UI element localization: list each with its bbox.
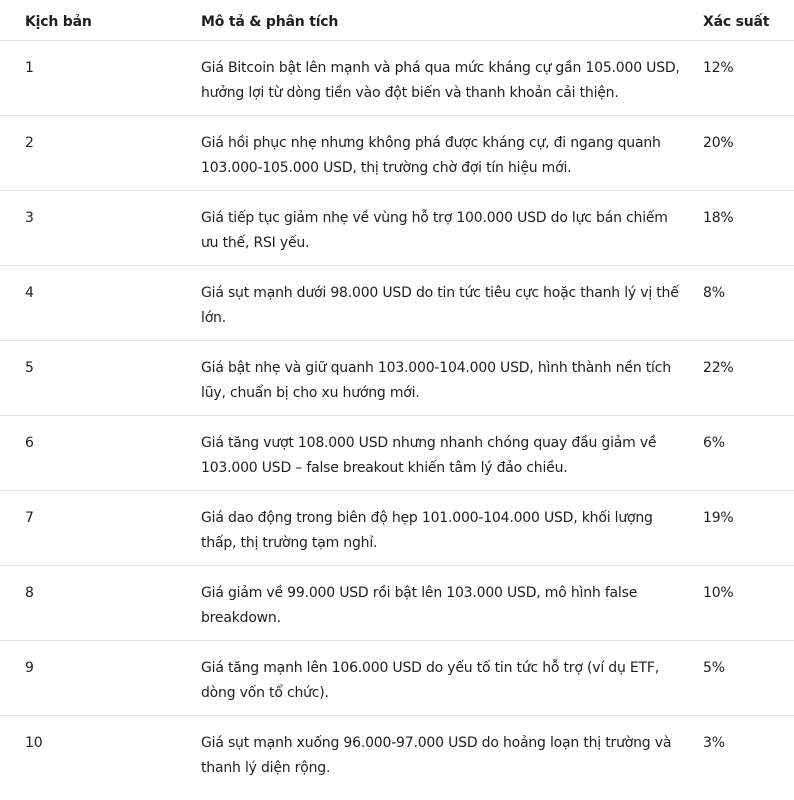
header-scenario: Kịch bản [25,14,92,30]
table-row [0,266,794,341]
row-probability: 20% [703,135,734,151]
row-description: Giá hồi phục nhẹ nhưng không phá được kháng cự, đi ngang quanh 103.000-105.000 USD, thị trường chờ đợi tín hiệu mới. [201,135,661,176]
row-probability: 8% [703,285,725,301]
row-probability: 12% [703,60,734,76]
row-probability: 18% [703,210,734,226]
table-row [0,566,794,641]
table-row [0,116,794,191]
row-scenario: 3 [25,210,34,226]
row-probability: 22% [703,360,734,376]
row-description: Giá Bitcoin bật lên mạnh và phá qua mức kháng cự gần 105.000 USD, hưởng lợi từ dòng tiền vào đột biến và thanh khoản cải thiện. [201,60,680,101]
table-row [0,41,794,116]
row-probability: 10% [703,585,734,601]
row-description: Giá tăng mạnh lên 106.000 USD do yếu tố tin tức hỗ trợ (ví dụ ETF, dòng vốn tổ chức). [201,660,659,701]
table-row [0,641,794,716]
row-scenario: 2 [25,135,34,151]
row-scenario: 9 [25,660,34,676]
header-description: Mô tả & phân tích [201,14,339,30]
table-row [0,491,794,566]
row-scenario: 4 [25,285,34,301]
row-description: Giá giảm về 99.000 USD rồi bật lên 103.000 USD, mô hình false breakdown. [201,585,638,626]
row-description: Giá dao động trong biên độ hẹp 101.000-104.000 USD, khối lượng thấp, thị trường tạm nghỉ. [201,510,653,551]
row-description: Giá sụt mạnh xuống 96.000-97.000 USD do hoảng loạn thị trường và thanh lý diện rộng. [201,735,672,776]
row-probability: 6% [703,435,725,451]
table-row [0,416,794,491]
row-description: Giá bật nhẹ và giữ quanh 103.000-104.000 USD, hình thành nền tích lũy, chuẩn bị cho xu hướng mới. [201,360,671,401]
table-row [0,716,794,791]
row-scenario: 5 [25,360,34,376]
row-probability: 19% [703,510,734,526]
row-description: Giá tăng vượt 108.000 USD nhưng nhanh chóng quay đầu giảm về 103.000 USD – false breakout khiến tâm lý đảo chiều. [201,435,657,476]
table-row [0,341,794,416]
row-scenario: 8 [25,585,34,601]
row-probability: 3% [703,735,725,751]
header-probability: Xác suất [703,14,770,30]
table-header [0,0,794,41]
row-scenario: 6 [25,435,34,451]
table-row [0,191,794,266]
row-scenario: 10 [25,735,43,751]
row-scenario: 1 [25,60,34,76]
row-description: Giá sụt mạnh dưới 98.000 USD do tin tức tiêu cực hoặc thanh lý vị thế lớn. [201,285,679,326]
row-probability: 5% [703,660,725,676]
row-scenario: 7 [25,510,34,526]
row-description: Giá tiếp tục giảm nhẹ về vùng hỗ trợ 100.000 USD do lực bán chiếm ưu thế, RSI yếu. [201,210,668,251]
